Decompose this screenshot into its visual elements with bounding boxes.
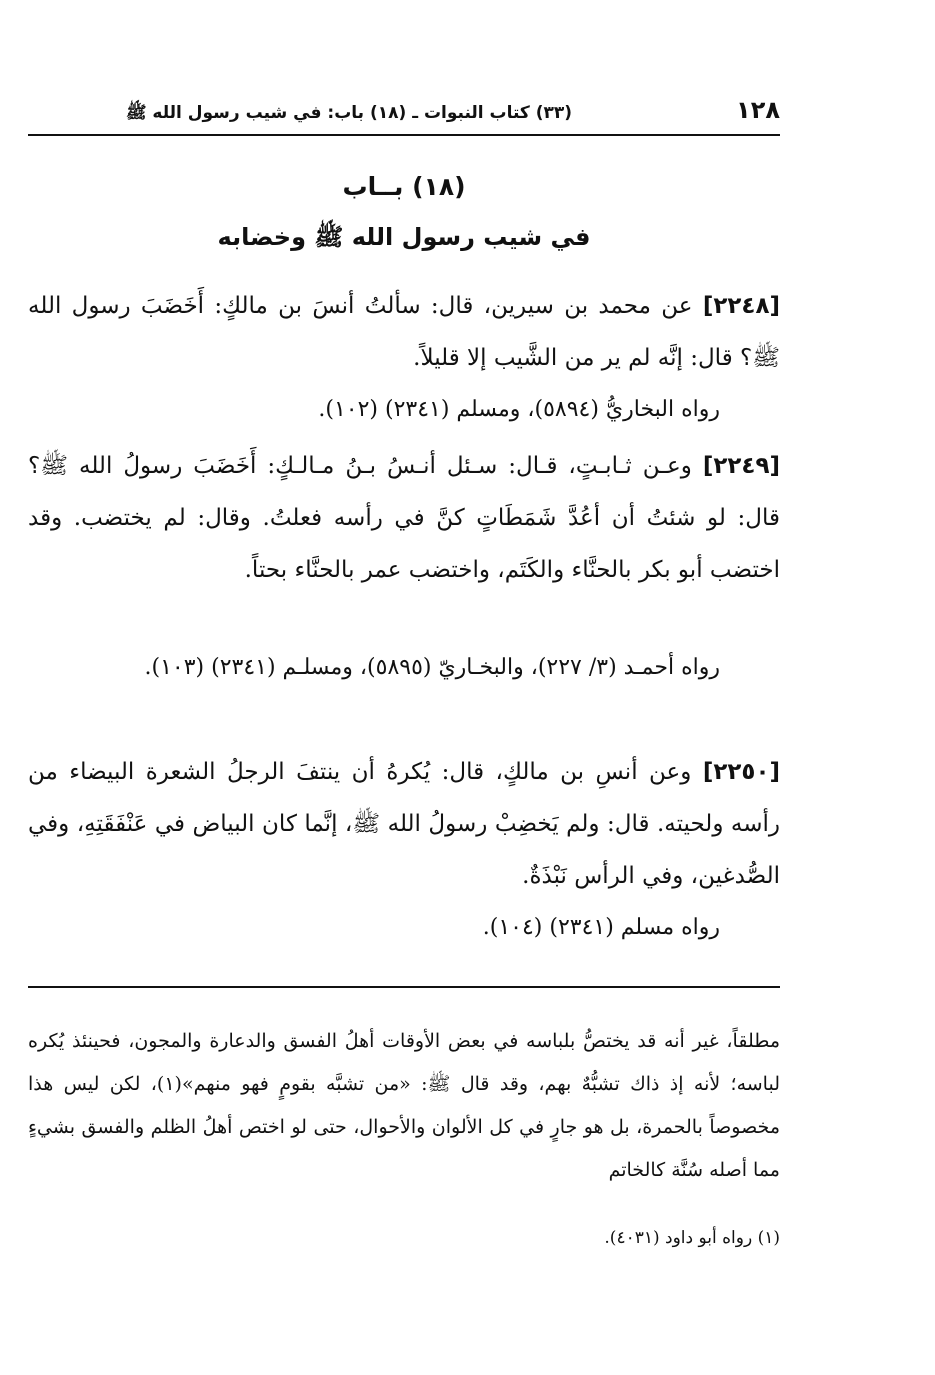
hadith-2249 [28,440,780,596]
footnote: (١) رواه أبو داود (٤٠٣١). [604,1228,780,1248]
running-title: (٣٣) كتاب النبوات ـ (١٨) باب: في شيب رسول الله ﷺ [125,103,573,123]
hadith-text: وعـن ثـابـتٍ، قـال: سـئل أنـسُ بـنُ مـالـكٍ: أَخَضَبَ رسولُ الله ﷺ؟ قال: لو شئتُ أن أعُدَّ شَمَطَاتٍ كنَّ في رأسه فعلتُ. وقال: لم يختضب. وقد اختضب أبو بكر بالحنَّاء والكَتَم، واختضب عمر بالحنَّاء بحتاً. [28,453,780,583]
hadith-source: رواه البخاريُّ (٥٨٩٤)، ومسلم (٢٣٤١) (١٠٢). [318,397,720,422]
hadith-source: رواه مسلم (٢٣٤١) (١٠٤). [482,915,720,940]
hadith-text: عن محمد بن سيرين، قال: سألتُ أنسَ بن مالكٍ: أَخَضَبَ رسول الله ﷺ؟ قال: إنَّه لم ير من الشَّيب إلا قليلاً. [28,293,780,371]
page-number: ١٢٨ [736,96,780,124]
chapter-title: (١٨) بــاب [342,172,466,201]
hadith-2248 [28,280,780,384]
hadith-text: وعن أنسِ بن مالكٍ، قال: يُكرهُ أن ينتفَ الرجلُ الشعرة البيضاء من رأسه ولحيته. قال: ولم يَخضِبْ رسولُ الله ﷺ، إنَّما كان البياض في عَنْفَقَتِهِ، وفي الصُّدغين، وفي الرأس نَبْذَةٌ. [28,759,780,889]
hadith-number: [٢٢٥٠] [702,759,781,785]
hadith-number: [٢٢٤٨] [702,293,780,319]
chapter-subtitle: في شيب رسول الله ﷺ وخضابه [217,223,591,251]
hadith-2250 [28,746,780,902]
commentary-rule [28,986,780,988]
hadith-source: رواه أحمـد (٣/ ٢٢٧)، والبخـاريّ (٥٨٩٥)، ومسلـم (٢٣٤١) (١٠٣). [144,655,720,680]
hadith-number: [٢٢٤٩] [702,453,780,479]
commentary-text: مطلقاً، غير أنه قد يختصُّ بلباسه في بعض الأوقات أهلُ الفسق والدعارة والمجون، فحينئذ يُكره لباسه؛ لأنه إذ ذاك تشبُّهٌ بهم، وقد قال ﷺ: «من تشبَّه بقومٍ فهو منهم»(١)، لكن ليس هذا مخصوصاً بالحمرة، بل هو جارٍ في كل الألوان والأحوال، حتى لو اختص أهلُ الظلم والفسق بشيءٍ مما أصله سُنَّة كالخاتم [28,1030,780,1181]
header-rule [28,134,780,136]
page-header [28,96,780,130]
